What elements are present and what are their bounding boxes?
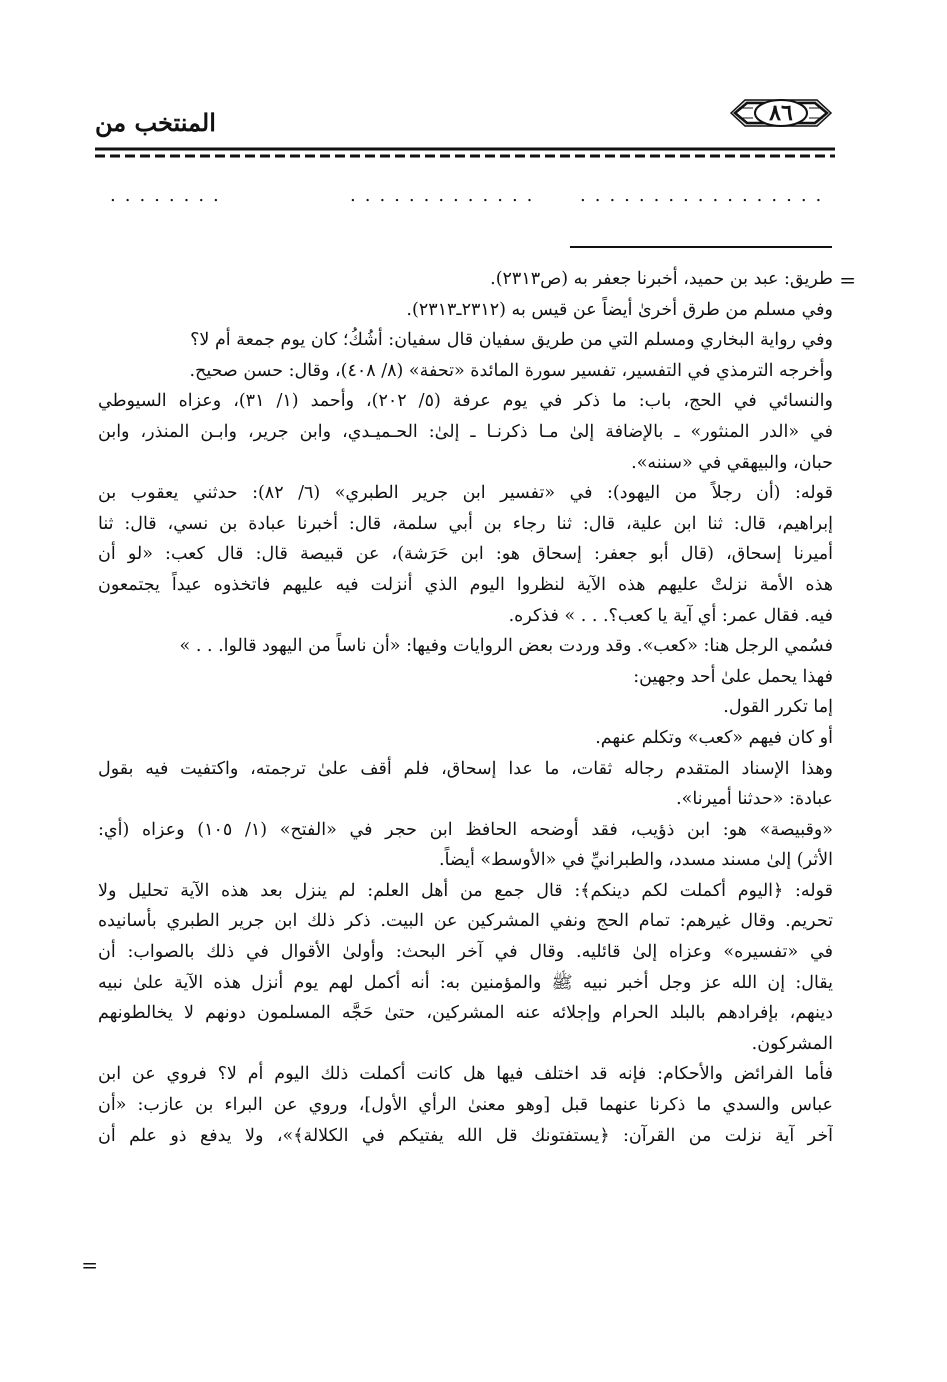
text-line: وفي مسلم من طرق أخرىٰ أيضاً عن قيس به (٢٣١٢ـ٢٣١٣). bbox=[406, 299, 833, 320]
footnote-separator bbox=[570, 246, 832, 248]
text-line: آخر آية نزلت من القرآن: ﴿يستفتونك قل الله يفتيكم في الكلالة﴾»، ولا يدفع ذو علم أن bbox=[98, 1125, 833, 1146]
text-line: حبان، والبيهقي في «سننه». bbox=[631, 452, 833, 473]
text-line: في «الدر المنثور» ـ بالإضافة إلىٰ مـا ذكرنـا ـ إلىٰ: الحـميـدي، وابن جرير، وابـن المنذر، وابن bbox=[98, 421, 833, 442]
text-line: دينهم، بإفرادهم بالبلد الحرام وإجلائه عنه المشركين، حتىٰ حَجَّه المسلمون دونهم لا يخالطونهم bbox=[98, 1003, 833, 1024]
text-line: عباس والسدي ما ذكرنا عنهما قبل [وهو معنىٰ الرأي الأول]، وروي عن البراء بن عازب: «أن bbox=[98, 1095, 833, 1116]
text-line: عبادة: «حدثنا أميرنا». bbox=[676, 789, 833, 810]
page-number-badge bbox=[727, 96, 835, 130]
continuation-mark-bottom: = bbox=[81, 1253, 98, 1277]
text-line: تحريم. وقال غيرهم: تمام الحج ونفي المشركين عن البيت. ذكر ذلك ابن جرير الطبري بأسانيده bbox=[98, 911, 833, 932]
text-line: والنسائي في الحج، باب: ما ذكر في يوم عرفة (٥/ ٢٠٢)، وأحمد (١/ ٣١)، وعزاه السيوطي bbox=[98, 391, 833, 412]
text-line: «وقبيصة» هو: ابن ذؤيب، فقد أوضحه الحافظ ابن حجر في «الفتح» (١/ ١٠٥) وعزاه (أي: bbox=[98, 819, 833, 840]
header-rule bbox=[95, 146, 835, 160]
text-line: فأما الفرائض والأحكام: فإنه قد اختلف فيها هل كانت أكملت ذلك اليوم أم لا؟ فروي عن ابن bbox=[98, 1064, 833, 1085]
text-line: أو كان فيهم «كعب» وتكلم عنهم. bbox=[595, 727, 833, 748]
text-line: قوله: (أن رجلاً من اليهود): في «تفسير ابن جرير الطبري» (٦/ ٨٢): حدثني يعقوب بن bbox=[98, 483, 833, 504]
text-line: وهذا الإسناد المتقدم رجاله ثقات، ما عدا إسحاق، فلم أقف علىٰ ترجمته، واكتفيت فيه بقول bbox=[98, 758, 833, 779]
text-line: المشركون. bbox=[751, 1033, 833, 1054]
dots-group-right: ................. bbox=[580, 185, 831, 206]
page-number: ٨٦ bbox=[769, 100, 793, 126]
text-line: إبراهيم، قال: ثنا ابن علية، قال: ثنا رجاء بن أبي سلمة، قال: أخبرنا عبادة بن نسي، قال: ثنا bbox=[98, 513, 833, 534]
page-header bbox=[95, 96, 835, 146]
running-title: المنتخب من bbox=[95, 108, 216, 137]
footnote-text bbox=[98, 264, 833, 1151]
continuation-mark-top: = bbox=[839, 268, 856, 292]
text-line: وأخرجه الترمذي في التفسير، تفسير سورة المائدة «تحفة» (٨/ ٤٠٨)، وقال: حسن صحيح. bbox=[189, 360, 833, 381]
text-line: قوله: ﴿اليوم أكملت لكم دينكم﴾: قال جمع من أهل العلم: لم ينزل بعد هذه الآية تحليل ولا bbox=[98, 880, 833, 901]
text-line: فهذا يحمل علىٰ أحد وجهين: bbox=[633, 666, 833, 687]
text-line: هذه الأمة نزلتْ عليهم هذه الآية لنظروا اليوم الذي أنزلت فيه عليهم فاتخذوه عيداً يجتمعون bbox=[98, 574, 833, 595]
text-line: وفي رواية البخاري ومسلم التي من طريق سفيان قال سفيان: أشُكُ؛ كان يوم جمعة أم لا؟ bbox=[190, 330, 833, 351]
text-line: طريق: عبد بن حميد، أخبرنا جعفر به (ص٢٣١٣). bbox=[490, 269, 833, 289]
dots-group-left: ........ bbox=[110, 185, 228, 206]
dotted-separator bbox=[110, 185, 831, 206]
text-line: فسُمي الرجل هنا: «كعب». وقد وردت بعض الروايات وفيها: «أن ناساً من اليهود قالوا. . . » bbox=[179, 636, 833, 657]
text-line: فيه. فقال عمر: أي آية يا كعب؟. . . » فذكره. bbox=[508, 605, 833, 626]
text-line: يقال: إن الله عز وجل أخبر نبيه ﷺ والمؤمنين به: أنه أكمل لهم يوم أنزل هذه الآية علىٰ نبيه bbox=[98, 972, 833, 993]
dots-group-middle: ............. bbox=[350, 185, 542, 206]
text-line: الأثر) إلىٰ مسند مسدد، والطبرانيِّ في «الأوسط» أيضاً. bbox=[439, 850, 833, 871]
text-line: إما تكرر القول. bbox=[723, 697, 833, 718]
text-line: في «تفسيره» وعزاه إلىٰ قائليه. وقال في آخر البحث: وأولىٰ الأقوال في ذلك بالصواب: أن bbox=[98, 942, 833, 963]
text-line: أميرنا إسحاق، (قال أبو جعفر: إسحاق هو: ابن حَرَشة)، عن قبيصة قال: قال كعب: «لو أن bbox=[98, 544, 833, 565]
